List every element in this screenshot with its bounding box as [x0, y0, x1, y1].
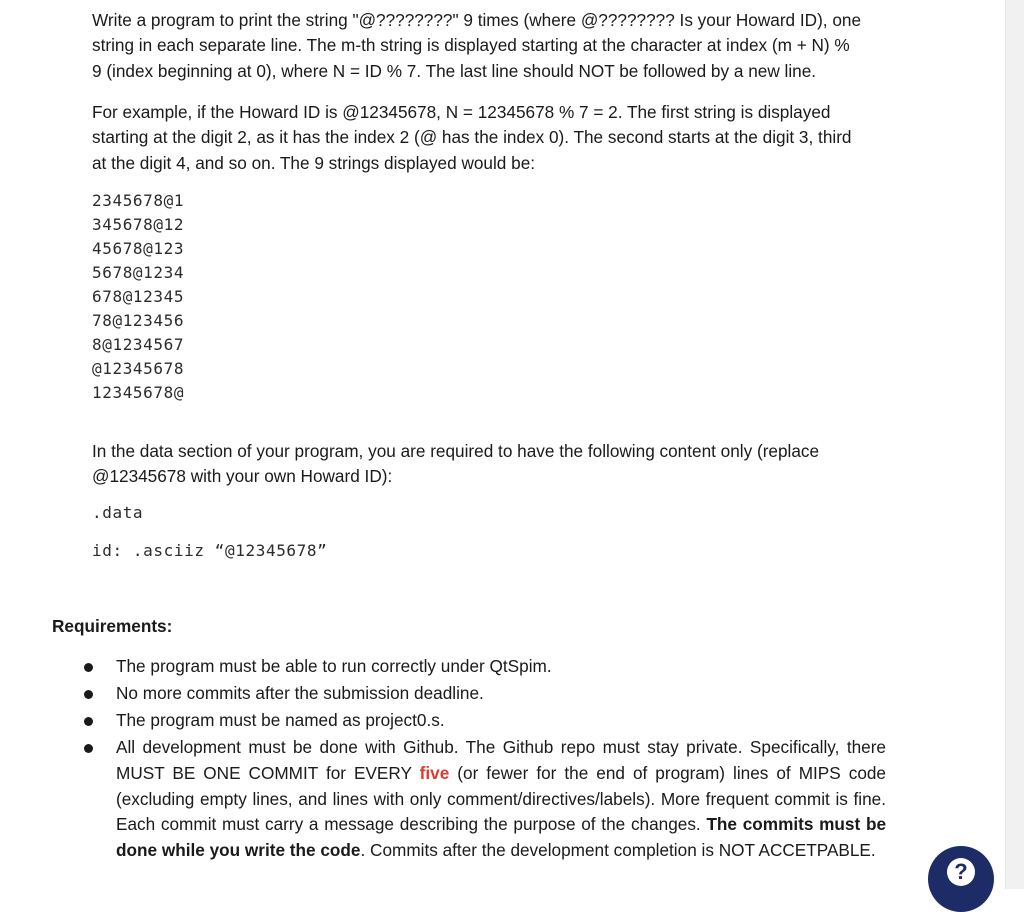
output-line: 5678@1234: [92, 263, 185, 282]
intro-line-2: string in each separate line. The m-th string is displayed starting at the character at index (m + N) %: [92, 35, 850, 56]
requirement-text: [116, 735, 886, 864]
question-icon: ?: [947, 858, 975, 886]
example-line-3: at the digit 4, and so on. The 9 strings displayed would be:: [92, 152, 536, 173]
example-output: [92, 189, 184, 405]
scrollbar[interactable]: [1005, 0, 1024, 889]
requirement-text: The program must be able to run correctly under QtSpim.: [116, 656, 552, 676]
output-line: 678@12345: [92, 287, 185, 306]
requirements-list: [0, 654, 886, 864]
example-line-1: For example, if the Howard ID is @12345678, N = 12345678 % 7 = 2. The first string is displayed: [92, 102, 831, 122]
data-declaration: id: .asciiz “@12345678”: [92, 541, 328, 560]
requirements-heading: Requirements:: [52, 616, 173, 636]
list-item: [0, 654, 886, 681]
bullet-icon: [84, 717, 93, 726]
output-line: 12345678@: [92, 383, 185, 402]
output-line: 2345678@1: [92, 191, 185, 210]
bold-emphasis: The commits must be done while you write the code: [116, 814, 886, 861]
bullet-icon: [84, 744, 93, 753]
data-directive: .data: [92, 503, 144, 522]
requirement-text-part: All development must be done with Github. The Github repo must stay private. Specifically, there MUST BE ONE COMMIT for EVERY: [116, 737, 886, 783]
list-item: [0, 708, 886, 735]
example-paragraph: [92, 100, 886, 176]
list-item: [0, 735, 886, 864]
intro-line-1: Write a program to print the string "@????????" 9 times (where @???????? Is your Howard ID), one: [92, 10, 862, 30]
highlight-five: five: [419, 762, 450, 783]
bullet-icon: [84, 690, 93, 699]
intro-paragraph: [92, 8, 886, 84]
data-section-line-2: @12345678 with your own Howard ID):: [92, 466, 393, 487]
requirement-text-part: (or fewer for the end of program) lines of MIPS code (excluding empty lines, and lines with only comment/directives/labels). More frequent commit is fine. Each commit must carry a message describing the purpose of the changes.: [116, 762, 886, 835]
example-line-2: starting at the digit 2, as it has the index 2 (@ has the index 0). The second starts at the digit 3, third: [92, 127, 852, 148]
requirement-text-part: . Commits after the development completion is NOT ACCETPABLE.: [360, 840, 876, 861]
data-section-line-1: In the data section of your program, you are required to have the following content only (replace: [92, 441, 820, 461]
data-section-paragraph: [92, 439, 886, 490]
requirement-text: No more commits after the submission deadline.: [116, 683, 484, 703]
output-line: 78@123456: [92, 311, 185, 330]
intro-line-3: 9 (index beginning at 0), where N = ID % 7. The last line should NOT be followed by a new line.: [92, 60, 817, 81]
help-button[interactable]: [928, 846, 994, 912]
requirement-text: The program must be named as project0.s.: [116, 710, 445, 730]
output-line: 8@1234567: [92, 335, 185, 354]
output-line: @12345678: [92, 359, 185, 378]
bullet-icon: [84, 663, 93, 672]
output-line: 45678@123: [92, 239, 185, 258]
output-line: 345678@12: [92, 215, 185, 234]
list-item: [0, 681, 886, 708]
